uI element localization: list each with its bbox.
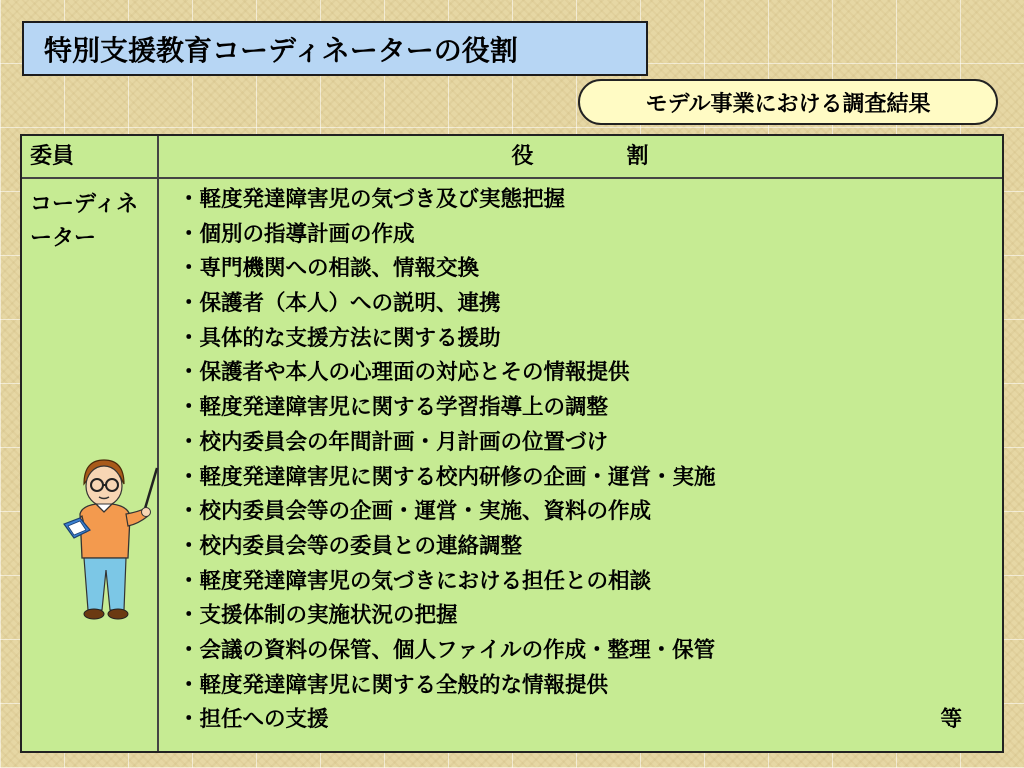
column-divider bbox=[157, 136, 159, 751]
role-item-last bbox=[178, 703, 962, 738]
role-item: ・専門機関への相談、情報交換 bbox=[178, 256, 480, 282]
header-divider bbox=[22, 177, 1002, 179]
role-list bbox=[178, 183, 962, 738]
role-item: ・軽度発達障害児に関する学習指導上の調整 bbox=[178, 395, 609, 421]
member-name: コーディネーター bbox=[30, 192, 139, 251]
roles-table bbox=[20, 134, 1004, 753]
role-item: ・個別の指導計画の作成 bbox=[178, 221, 415, 247]
slide-title: 特別支援教育コーディネーターの役割 bbox=[22, 21, 648, 76]
role-item: ・校内委員会等の委員との連絡調整 bbox=[178, 533, 523, 559]
role-item: ・保護者（本人）への説明、連携 bbox=[178, 291, 501, 317]
role-item: ・軽度発達障害児の気づき及び実態把握 bbox=[178, 187, 566, 212]
subtitle-badge: モデル事業における調査結果 bbox=[578, 79, 998, 125]
role-item-suffix: 等 bbox=[940, 707, 962, 733]
role-item: ・具体的な支援方法に関する援助 bbox=[178, 325, 501, 351]
role-item: ・保護者や本人の心理面の対応とその情報提供 bbox=[178, 360, 630, 386]
role-item: ・校内委員会の年間計画・月計画の位置づけ bbox=[178, 429, 609, 455]
header-member: 委員 bbox=[30, 144, 75, 169]
role-item-text: ・担任への支援 bbox=[178, 707, 329, 733]
role-item: ・支援体制の実施状況の把握 bbox=[178, 603, 458, 629]
role-item: ・軽度発達障害児に関する全般的な情報提供 bbox=[178, 672, 609, 698]
header-role: 役 割 bbox=[511, 144, 650, 169]
role-item: ・軽度発達障害児に関する校内研修の企画・運営・実施 bbox=[178, 464, 716, 490]
role-item: ・会議の資料の保管、個人ファイルの作成・整理・保管 bbox=[178, 637, 716, 663]
role-item: ・軽度発達障害児の気づきにおける担任との相談 bbox=[178, 568, 652, 594]
role-item: ・校内委員会等の企画・運営・実施、資料の作成 bbox=[178, 499, 652, 525]
teacher-icon bbox=[62, 454, 162, 624]
